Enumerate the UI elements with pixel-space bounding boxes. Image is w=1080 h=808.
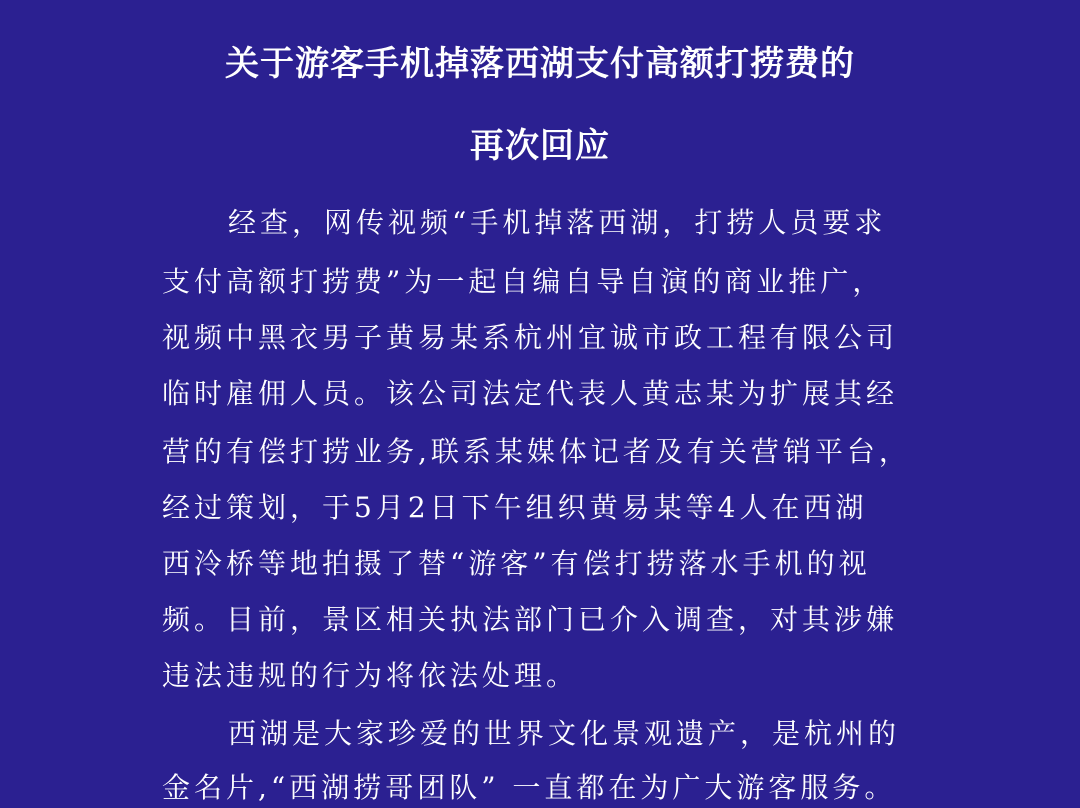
paragraph-1-line-2: 支付高额打捞费”为一起自编自导自演的商业推广， [162,265,885,298]
paragraph-1-line-6: 经过策划，于5月2日下午组织黄易某等4人在西湖 [162,491,868,524]
paragraph-1-line-9: 违法违规的行为将依法处理。 [162,659,579,692]
document-title-line-2: 再次回应 [470,126,610,166]
paragraph-2-line-2: 金名片,“西湖捞哥团队” 一直都在为广大游客服务。 [162,771,897,804]
paragraph-1-line-1: 经查，网传视频“手机掉落西湖，打捞人员要求 [228,206,887,239]
paragraph-2-line-1: 西湖是大家珍爱的世界文化景观遗产，是杭州的 [228,717,901,750]
document-title-line-1: 关于游客手机掉落西湖支付高额打捞费的 [225,44,855,84]
paragraph-1-line-5: 营的有偿打捞业务,联系某媒体记者及有关营销平台， [162,435,911,468]
paragraph-1-line-4: 临时雇佣人员。该公司法定代表人黄志某为扩展其经 [162,377,899,410]
paragraph-1-line-3: 视频中黑衣男子黄易某系杭州宜诚市政工程有限公司 [162,321,899,354]
paragraph-1-line-8: 频。目前，景区相关执法部门已介入调查，对其涉嫌 [162,603,899,636]
paragraph-1-line-7: 西泠桥等地拍摄了替“游客”有偿打捞落水手机的视 [162,547,871,580]
